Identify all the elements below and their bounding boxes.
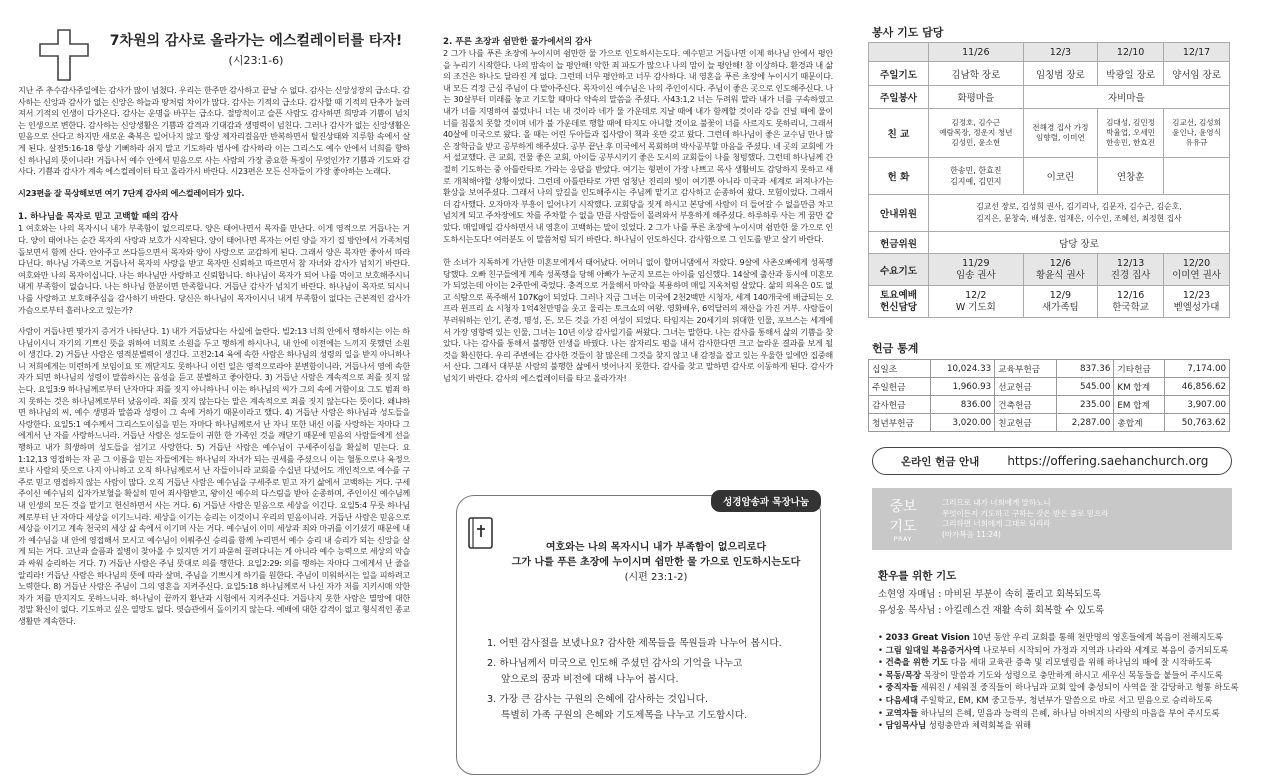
prayer-item: • 2033 Great Vision 10년 동안 우리 교회를 통해 천만명의 영혼들에게 복음이 전해지도록 xyxy=(878,632,1223,642)
table-corner xyxy=(869,43,929,62)
prayer-item-heading: 건축을 위한 기도 xyxy=(885,657,949,668)
cell: 12/9 새가족팀 xyxy=(1023,286,1098,318)
section-1-paragraph: 1 여호와는 나의 목자시니 내가 부족함이 없으리로다. 양은 태어나면서 목자를 만난다. 이게 영적으로 거듭나는 거다. 양이 태어나는 순간 목자의 사랑과 보호가 시작된다. 양이 태어나면 목자는 어린 양을 자기 집 방안에서 가족처럼 돌보면서 함께 산다. 안아주고 쓰다듬으면서 목자와 양이 사랑으로 교감하게 된다. 그래서 양은 목자만 좋아서 따라다닌다. 하나님 가족으로 거듭나서 목자의 사랑을 받고 목자만 신뢰하고 따르면서 참 자녀와 감사가 넘치기 바란다. 여호와만 나의 목자이십니다. 나는 하나님만 사랑하고 신뢰합니다. 하나님이 목자가 되어 나를 먹이고 보호해주시니 내게 부족함이 없습니다. 나는 하나님 한분이면 만족합니다. 거듭난 감사가 넘치기 바란다. 하나님이 목자로 되시니 나를 사랑하고 보호해주심을 감사하기 바란다. 당신은 하나님이 목자이시니 내게 부족함이 없다는 근본적인 감사가 가슴으로부터 흘러나오고 있는가? xyxy=(18,223,410,315)
intro-paragraph: 지난 주 추수감사주일에는 감사가 많이 넘쳤다. 우리는 한주만 감사하고 끝날 수 없다. 감사는 신앙성장의 급소다. 감사하는 신앙과 감사가 없는 신앙은 하늘과 땅처럼 차이가 많다. 감사는 기적의 급소다. 감사할 때 기적의 단추가 눌러져서 기적의 인생이 다가온다. 감사는 운명을 바꾸는 급소다. 절망적이고 슬픈 사람도 감사하면 희망과 기쁨이 넘치는 인생으로 변한다. 감사하는 신앙생활은 기쁨과 감격과 기대감과 생명력이 넘친다. 그러나 감사가 없는 신앙생활은 믿음으로 산다고 하지만 새로운 축복은 일어나지 않고 항상 제자리걸음만 반복하면서 틸진상태와 지루함 속에서 살게 된다. 살전5:16-18 항상 기뻐하라 쉬지 말고 기도하라 범사에 감사하라 이는 그리스도 예수 안에서 너희를 향하신 하나님의 뜻이니라! 거듭나서 예수 안에서 믿음으로 사는 사람의 가장 중요한 특징이 무엇인가? 기쁨과 기도와 감사다. 기쁨과 감사가 계속 에스컬레이터 타고 올라가시 바란다. 시23편은 모든 신자들이 가장 좋아하는 노래다. xyxy=(18,85,410,177)
sermon-column-middle xyxy=(443,0,833,778)
prayer-item-text: 다음 세대 교육관 증축 및 리모델링을 위해 하나님의 때에 잘 시작하도록 xyxy=(950,657,1212,668)
cell: 12/20 이미연 권사 xyxy=(1164,254,1230,286)
prayer-item-heading: 중직자들 xyxy=(885,682,918,693)
prayer-item: • 목동/목장 목장이 말씀과 기도와 성령으로 충만하게 하시고 세우신 목동들을 붙들어 주시도록 xyxy=(878,669,1223,680)
memory-verse-box xyxy=(456,495,821,775)
offering-amount: 837.36 xyxy=(1056,360,1114,378)
offering-stats-title: 헌금 통계 xyxy=(872,342,919,355)
cell: 12/16 한국학교 xyxy=(1098,286,1164,318)
offering-label: 청년부헌금 xyxy=(869,414,931,432)
offering-label: 십일조 xyxy=(869,360,931,378)
pray-en: PRAY xyxy=(893,535,913,543)
question-1: 1. 어떤 감사절을 보냈나요? 감사한 제목들을 목원들과 나누어 봅시다. xyxy=(487,638,782,649)
offering-row xyxy=(869,378,1230,396)
row-label: 토요예배 헌신담당 xyxy=(869,286,929,318)
pray-verse-ref: (마가복음 11:24) xyxy=(942,529,1001,539)
cell: 화평마을 xyxy=(929,86,1024,109)
question-2-cont: 앞으로의 꿈과 비전에 대해 나누어 봅시다. xyxy=(501,674,679,685)
cell: 자비마을 xyxy=(1023,86,1229,109)
offering-amount: 1,960.93 xyxy=(930,378,995,396)
offering-amount: 50,763.62 xyxy=(1165,414,1230,432)
prayer-item-text: 목장이 말씀과 기도와 성령으로 충만하게 하시고 세우신 목동들을 붙들어 주시도록 xyxy=(923,669,1223,680)
offering-amount: 545.00 xyxy=(1056,378,1114,396)
section-1-paragraph-2: 사람이 거듭나면 몇가지 증거가 나타난다. 1) 내가 거듭났다는 사실에 놀란다. 빌2:13 너희 안에서 행하시는 이는 하나님이시니 자기의 기쁘신 뜻을 위하여 너희로 소원을 두고 행하게 하시나니, 내 안에 이전에는 느끼지 못했던 소원이 생긴다. 2) 거듭난 사람은 영적분별력이 생긴다. 고전2:14 육에 속한 사람은 하나님의 성령의 일을 받지 아니하나니 저희에게는 미련하게 보임이요 또 깨닫지도 못하나니 이런 일은 영적으로라야 분변함이니라, 거듭나서 영에 속한 자가 되면 하나님의 성령이 말씀하시는 음성을 듣고 분별하고 좋아한다. 3) 거듭난 사람은 계속적으로 죄를 짓지 않는다. 요일3:9 하나님께로부터 난자마다 죄를 짓지 아니하나니 이는 하나님의 씨가 그의 속에 거함이요 그도 범죄 하지 못하는 것은 하나님께로부터 났음이라. 죄를 짓지 않는다는 말은 계속적으로 죄를 짓지 않는다는 뜻이다. 왜냐하면 하나님의 씨, 예수 생명과 말씀과 성령이 그 속에 거하기 때문이라고 했다. 4) 거듭난 사람은 하나님과 성도들을 사랑한다. 요일5:1 예수께서 그리스도이심을 믿는 자마다 하나님께로서 난 자니 또한 내신 이를 사랑하는 자마다 그에게서 난 자를 사랑하느니라. 거듭난 사람은 성도들이 귀한 한 가족인 것을 깨닫기 때문에 믿음의 사람들에게 선을 행하고 내가 희생하며 성도들을 섬기고 사랑한다. 5) 거듭난 사람은 예수님이 구세주이심을 확실히 믿는다. 요1:12,13 영접하는 자 곧 그 이름을 믿는 자들에게는 하나님의 자녀가 되는 권세를 주셨으니 이는 혈통으로나 육정으로나 사람의 뜻으로 나지 아니하고 오직 하나님께로서 난 자들이니라 교회를 수십년 다녔어도 개인적으로 예수를 구주로 믿고 영접하지 않는 사람이 많다. 오직 거듭난 사람은 예수님을 구세주로 믿고 자기 삶에서 고백하는 거다. 구세주이신 예수님의 십자가보혈을 확실히 믿어 죄사함받고, 왕이신 예수의 다스림을 받아 순종하며, 주인이신 예수님께 내 인생의 모든 것을 맡기고 헌신하면서 사는 거다. 6) 거듭난 사람은 믿음으로 세상을 이긴다. 요일5:4 무릇 하나님께로부터 난 자마다 세상을 이기느니라. 세상을 이기는 승리는 이것이니 우리의 믿음이니라. 거듭난 사람은 믿음으로 세상을 이기고 계속 천국의 세상 삶 속에서 이기며 사는 거다. 예수님이 이미 세상과 죄와 마귀를 이기셨기 때문에 내가 예수님을 내 안에 영접해서 모시고 예수님이 이뤄주신 승리를 함께 누리면서 예수 승리 내 승리가 되는 신앙을 살게 되는 거다. 고난과 슬픔과 질병이 찾아올 수 있지만 거기 파묻혀 끌려다니는 게 아니라 예수 능력으로 세상의 악습과 싸워 승리하는 거다. 7) 거듭난 사람은 주님 뜻대로 의를 행한다. 요일2:29: 의를 행하는 자마다 그에게서 난 줄을 알리라! 거듭난 사람은 하나님의 뜻에 따라 살며, 주님을 기쁘시게 하기를 원한다. 주님이 미워하시는 일을 피하려고 노력한다. 8) 거듭난 사람은 주님이 그의 영혼을 지켜주신다. 요일5:18 하나님께로서 나신 자가 저를 지키시매 악한 자가 저를 만지지도 못하느니라. 하나님이 끝까지 환난과 시험에서 지켜주신다. 거듭나지 못한 사람은 멸망에 대한 정말 확신이 없다. 기도하고 싶은 열망도 없다. 엿습관에서 돌이키지 않는다. 예배에 대한 감격이 없고 형식적인 종교생활만 계속한다. xyxy=(18,326,410,626)
offering-amount: 836.00 xyxy=(930,396,995,414)
cell: 한송민, 한효진 김지예, 김민지 xyxy=(929,158,1024,195)
cell: 김교선, 김성희 윤인나, 윤영식 유유규 xyxy=(1164,109,1230,158)
prayer-item-text: 10년 동안 우리 교회를 통해 천만명의 영혼들에게 복음이 전해지도록 xyxy=(972,632,1223,642)
cross-icon xyxy=(38,28,90,82)
cell: 12/23 벧엘성가대 xyxy=(1164,286,1230,318)
offering-row xyxy=(869,396,1230,414)
row-label: 수요기도 xyxy=(869,254,929,286)
cell: 박광일 장로 xyxy=(1098,62,1164,86)
intercession-banner xyxy=(872,488,1232,550)
prayer-item-heading: 교역자들 xyxy=(885,707,918,718)
prayer-item-text: 하나님의 은혜, 믿음과 능력의 은혜, 하나님 아버지의 사랑의 마음을 부어 주시도록 xyxy=(920,707,1220,718)
offering-amount: 3,907.00 xyxy=(1165,396,1230,414)
date-cell: 12/3 xyxy=(1023,43,1098,62)
prayer-item: • 중직자들 세워진 / 세워질 중직들이 하나님과 교회 앞에 충성되이 사역을 잘 감당하고 형통 하도록 xyxy=(878,682,1239,693)
section-2-paragraph: 2 그가 나를 푸른 초장에 누이시며 쉼만한 물 가으로 인도하시는도다. 예수믿고 거듭나면 이제 하나님 안에서 평안을 누리기 시작한다. 나의 맘속이 늘 평안해! 악한 죄 파도가 많으나 나의 맘이 늘 평안해! 참 이상하다. 환경과 내 삶의 조건은 하나도 달라진 게 없다. 그런데 너무 평안하고 너무 감사하다. 내 영혼을 푸른 초장에 누이시기 때문이다. 내 모든 걱정 근심 주님이 다 맡아주신다. 목자이신 예수님은 나의 주인이시다. 주님이 좋은 곳으로 인도해주신다. 나는 30살부터 미래를 놓고 기도할 때마다 약속의 말씀을 주셨다. 사43:1,2 너는 두려워 말라 내가 너를 구속하였고 내가 너를 지명하여 불렀나니 너는 내 것이라 네가 물 가운데로 지날 때에 내가 함께할 것이라 강을 건널 때에 물이 너를 침몰치 못할 것이며 네가 불 가운데로 행할 때에 타지도 아니할 것이요 불꽃이 너를 사르지도 못하리니, 그래서 40살에 미국으로 왔다. 올 때는 어린 두아들과 집사람이 책과 옷만 갖고 왔다. 그런데 하나님이 좋은 교수님 만나 많은 장학금을 받고 공부하게 해주셨다. 공부 끝난 후 미국에서 목회하며 박사공부할 마음을 주셨다. 네 곳의 교회에 가서 설교했다. 큰 교회, 건물 좋은 교회, 아이들 공부시키기 좋은 도시의 교회들이 나를 청빙했다. 그런데 하나님께 간절히 기도하는 중 아틀란타로 가라는 응답을 받았다. 여기는 형편이 가장 나쁘고 목사 생활비도 감당하지 못하고 새로 개척해야할 상황이었다. 그런데 아틀란타로 가면 엄청난 진리의 빛이 여기뿐 아니라 미국과 세계로 퍼져나가는 환상을 보여주셨다. 그래서 나의 앞길을 인도해주시는 주님께 맡기고 감사하고 순종하여 왔다. 모험이었다. 그래서 더 감사했다. 오자마자 부흥이 일어나기 시작했다. 교회당을 짓게 하시고 본당에 사람이 더 들어갈 수 없을만큼 차고 넘치게 되고 주차장에도 차를 주차할 수 없을 만큼 사람들이 몰려와서 부흥하게 해주셨다. 하루하루 사는 게 꿈만 같았다. 매일매일 감사하면서 내 영혼이 고백하는 말이 있었다. 2 그가 나를 푸른 초장에 누이시며 쉼만한 물 가으로 인도하시는도다! 여러분도 이 말씀처럼 되기 바란다. 하나님이 인도하신다. 감사함으로 그 인도를 받고 살기 바란다. xyxy=(443,48,833,244)
question-3: 3. 가장 큰 감사는 구원의 은혜에 감사하는 것입니다. xyxy=(487,694,709,705)
offering-label: 친교헌금 xyxy=(995,414,1057,432)
cell: 12/6 황윤식 권사 xyxy=(1023,254,1098,286)
cell: 이코린 xyxy=(1023,158,1098,195)
prayer-item: • 다음세대 주일학교, EM, KM 중고등부, 청년부가 말씀으로 바로 서고 믿음으로 승리하도록 xyxy=(878,694,1213,705)
pray-verse-line: 그리하면 너희에게 그대로 되리라 xyxy=(942,519,1051,528)
cell: 김대성, 김민정 박율업, 오세민 한송민, 한효진 xyxy=(1098,109,1164,158)
sick-prayer-item: 소현영 자매님 : 마비된 부분이 속히 풀리고 회복되도록 xyxy=(878,589,1102,600)
date-cell: 12/17 xyxy=(1164,43,1230,62)
verse-reference: (시편 23:1-2) xyxy=(624,572,688,583)
offering-amount: 10,024.33 xyxy=(930,360,995,378)
story-paragraph: 한 소녀가 지독하게 가난한 미혼모에게서 태어났다. 어머니 없이 할머니댐에서 자랐다. 9살에 사촌오빠에게 성폭행당했다. 오빠 친구들에게 계속 성폭행을 당해 아빠가 누군지 모르는 아이를 임신했다. 14살에 출산과 동시에 미혼모가 되었는데 아이는 2주만에 죽었다. 충격으로 거울해서 마약을 복용하며 매일 지옥처럼 살았다. 삶의 의욕은 0도 없고 식탐으로 폭주해서 107Kg이 되었다. 그러나 지금 그녀는 미국에 2천2백만 시청자, 세계 140개국에 배급되는 오프라 윈프리 쇼 시청자 1억4천만명을 웃고 울리는 토크쇼의 여왕. 영화배우, 6억달러의 재산을 가진 거부. 사람들이 부러워하는 인기, 존경, 명성, 돈, 모든 것을 가진 여성이 되었다. 타임지는 20세기의 위대한 인물, 포브스는 세계에서 가장 영향력 있는 인물, 그녀는 10년 이상 감사일기를 써왔다. 그녀는 말한다. 나는 감사를 통해서 삶의 기쁨을 찾았다. 나는 감사를 통해서 불행한 인생을 바꿨다. 나는 잠자리도 펌을 내서 감사한다면 크고 놀라운 결과를 보게 될 것을 확신한다. 우리 주변에는 감사한 것들이 참 많은데 그것을 찾지 않고 내 감정을 잡고 있는 우울한 일에만 집중해서 산다. 그래서 대부분 사람의 불행한 삶에서 벗어나지 못한다. 감사를 찾고 말하면 감사로 이동하게 된다. 감사가 넘치기 바란다. 감사의 에스컬레이터를 타고 올라가자! xyxy=(443,257,833,384)
sermon-column-left xyxy=(18,0,410,778)
prayer-item: • 그림 일대일 복음증거사역 나로부터 시작되어 가정과 지역과 나라와 세계로 복음이 증거되도록 xyxy=(878,644,1229,655)
prayer-item-heading: 다음세대 xyxy=(885,694,918,705)
cell: 11/29 임송 권사 xyxy=(929,254,1024,286)
cell: 연창훈 xyxy=(1098,158,1164,195)
offering-amount: 2,287.00 xyxy=(1056,414,1114,432)
cell: 12/13 진경 집사 xyxy=(1098,254,1164,286)
prayer-item-heading: 2033 Great Vision xyxy=(885,632,970,642)
question-2: 2. 하나님께서 미국으로 인도해 주셨던 감사의 기억을 나누고 xyxy=(487,658,743,669)
section-2-heading: 2. 푸른 초장과 쉼만한 물가에서의 감사 xyxy=(443,37,592,47)
sermon-title: 7차원의 감사로 올라가는 에스컬레이터를 타자! xyxy=(109,33,403,49)
offering-label: 교육부헌금 xyxy=(995,360,1057,378)
cell xyxy=(1164,158,1230,195)
prayer-item-text: 성령충만과 체력회복을 위해 xyxy=(928,720,1032,731)
cell: 담당 장로 xyxy=(929,232,1230,254)
row-label: 헌금위원 xyxy=(869,232,929,254)
offering-row xyxy=(869,414,1230,432)
info-column-right xyxy=(868,0,1268,778)
service-schedule-table xyxy=(868,42,1230,318)
row-label: 안내위원 xyxy=(869,195,929,232)
verse-line-2: 그가 나를 푸른 초장에 누이시며 쉼만한 물 가으로 인도하시는도다 xyxy=(511,557,801,568)
pray-title-1: 중보 xyxy=(889,498,917,515)
offering-label: 주일헌금 xyxy=(869,378,931,396)
prayer-item-text: 나로부터 시작되어 가정과 지역과 나라와 세계로 복음이 증거되도록 xyxy=(983,644,1229,655)
date-cell: 12/10 xyxy=(1098,43,1164,62)
offering-label: 건축헌금 xyxy=(995,396,1057,414)
prayer-list xyxy=(878,631,1258,732)
offering-label: 총합계 xyxy=(1114,414,1165,432)
prayer-item: • 건축을 위한 기도 다음 세대 교육관 증축 및 리모델링을 위해 하나님의 때에 잘 시작하도록 xyxy=(878,657,1212,668)
sick-prayer-item: 유성웅 목사님 : 아킬레스건 재활 속히 회복할 수 있도록 xyxy=(878,605,1105,616)
prayer-item-heading: 담임목사님 xyxy=(885,720,927,731)
prayer-item-heading: 그림 일대일 복음증거사역 xyxy=(885,644,981,655)
memory-verse xyxy=(497,540,815,585)
prayer-item-text: 세워진 / 세워질 중직들이 하나님과 교회 앞에 충성되이 사역을 잘 감당하고 형통 하도록 xyxy=(920,682,1239,693)
prayer-item: • 담임목사님 성령충만과 체력회복을 위해 xyxy=(878,720,1032,731)
sick-prayer-title: 환우를 위한 기도 xyxy=(878,570,957,582)
offering-label: EM 합계 xyxy=(1114,396,1165,414)
row-label: 주일기도 xyxy=(869,62,929,86)
service-title: 봉사 기도 담당 xyxy=(872,26,944,39)
pray-title-2: 기도 xyxy=(889,518,917,535)
row-label: 헌 화 xyxy=(869,158,929,195)
offering-stats-table xyxy=(868,359,1230,432)
online-offering-link[interactable]: https://offering.saehanchurch.org xyxy=(1007,454,1209,468)
prayer-item-text: 주일학교, EM, KM 중고등부, 청년부가 말씀으로 바로 서고 믿음으로 승리하도록 xyxy=(920,694,1213,705)
lead-line: 시23편을 잘 묵상해보면 여기 7단계 감사의 에스컬레이터가 있다. xyxy=(18,187,245,198)
offering-amount: 3,020.00 xyxy=(930,414,995,432)
offering-label: 감사헌금 xyxy=(869,396,931,414)
date-cell: 11/26 xyxy=(929,43,1024,62)
online-offering-banner[interactable] xyxy=(872,447,1232,475)
cell: 12/2 W 기도회 xyxy=(929,286,1024,318)
cell: 임칭범 장로 xyxy=(1023,62,1098,86)
pray-verse-line: 그러므로 내가 너희에게 말하노니 xyxy=(942,498,1051,507)
pray-verse-line: 무엇이든지 기도하고 구하는 것은 받은 줄로 믿으라 xyxy=(942,508,1109,518)
offering-amount: 46,856.62 xyxy=(1165,378,1230,396)
discussion-questions xyxy=(487,636,807,724)
online-offering-label: 온라인 헌금 안내 xyxy=(901,455,980,468)
prayer-item: • 교역자들 하나님의 은혜, 믿음과 능력의 은혜, 하나님 아버지의 사랑의 마음을 부어 주시도록 xyxy=(878,707,1220,718)
offering-label: KM 합계 xyxy=(1114,378,1165,396)
prayer-item-heading: 목동/목장 xyxy=(885,669,922,680)
offering-amount: 7,174.00 xyxy=(1165,360,1230,378)
cell: 전해경 집사 가정 임향렬, 이미연 xyxy=(1023,109,1098,158)
offering-row xyxy=(869,360,1230,378)
row-label: 친 교 xyxy=(869,109,929,158)
offering-label: 선교헌금 xyxy=(995,378,1057,396)
question-3-cont: 특별히 가족 구원의 은혜와 기도제목을 나누고 기도합시다. xyxy=(501,710,748,721)
offering-label: 기타헌금 xyxy=(1114,360,1165,378)
cell: 김정호, 김수근 예람목장, 정운지 청년 김성민, 윤소현 xyxy=(929,109,1024,158)
verse-line-1: 여호와는 나의 목자시니 내가 부족함이 없으리로다 xyxy=(545,542,767,553)
memory-verse-tag: 성경암송과 목장나눔 xyxy=(711,490,821,512)
cell: 김교선 장로, 김성희 권사, 김기리나, 김문자, 김수근, 김순호, 김지은, 문창숙, 배성훈, 엄재은, 이수인, 조혜선, 최정현 집사 xyxy=(929,195,1230,232)
row-label: 주일봉사 xyxy=(869,86,929,109)
bible-icon xyxy=(467,516,495,550)
cell: 양서임 장로 xyxy=(1164,62,1230,86)
sermon-reference: (시23:1-6) xyxy=(228,54,284,67)
offering-amount: 235.00 xyxy=(1056,396,1114,414)
cell: 김남학 장로 xyxy=(929,62,1024,86)
section-1-heading: 1. 하나님을 목자로 믿고 고백할 때의 감사 xyxy=(18,212,179,223)
